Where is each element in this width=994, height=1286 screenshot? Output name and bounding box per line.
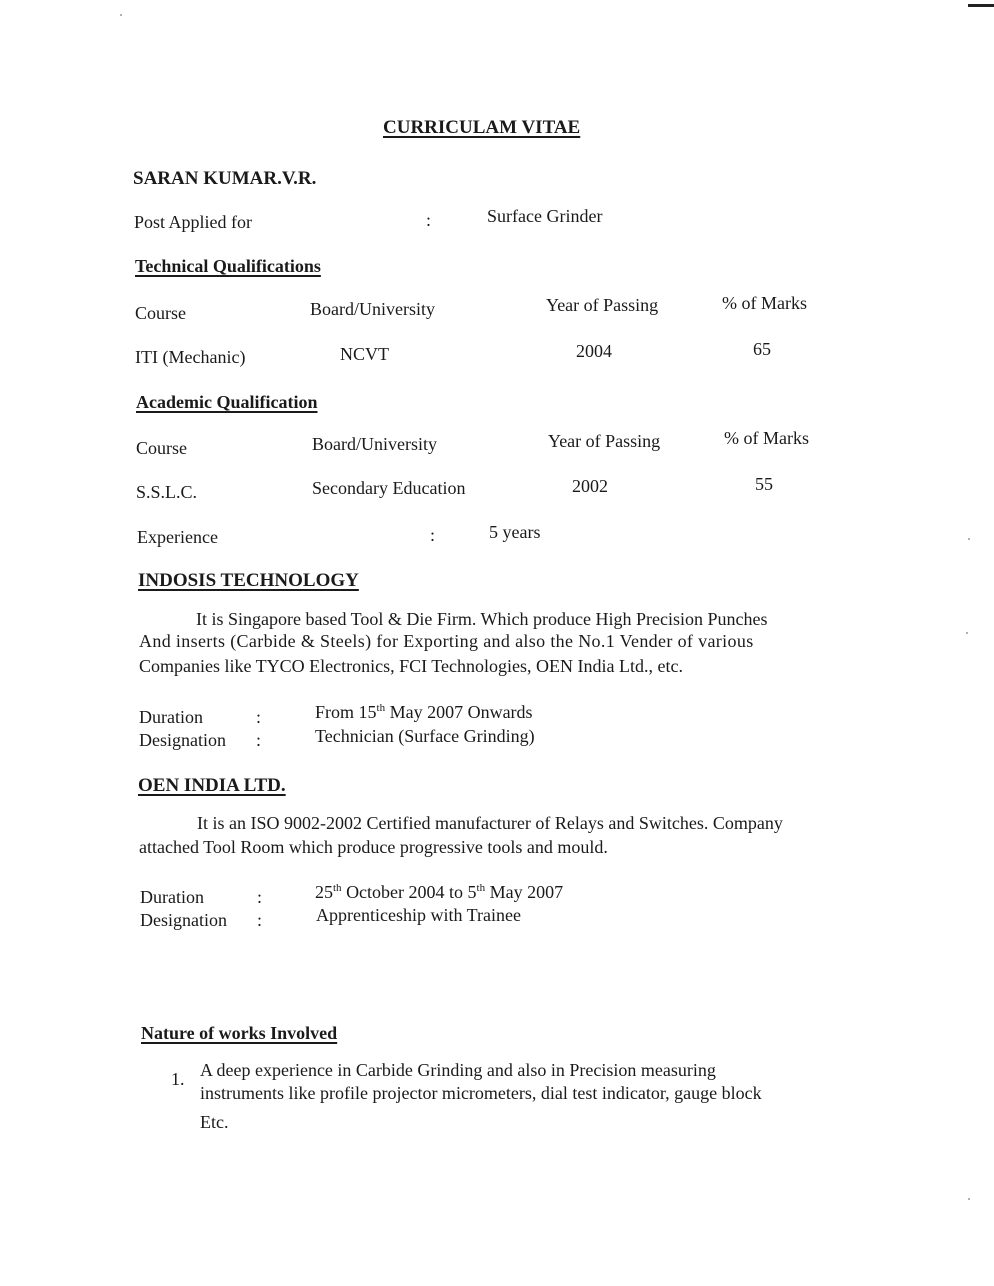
technical-header-board: Board/University — [310, 299, 435, 319]
indosis-duration-text: From 15 — [315, 702, 377, 722]
academic-cell-year: 2002 — [572, 476, 608, 496]
scan-speck — [966, 632, 968, 634]
technical-heading: Technical Qualifications — [135, 256, 321, 276]
oen-duration-label: Duration — [140, 887, 204, 907]
indosis-duration-label: Duration — [139, 707, 203, 727]
oen-duration-colon: : — [257, 887, 263, 907]
experience-colon: : — [430, 525, 436, 545]
post-label: Post Applied for — [134, 212, 253, 232]
scan-mark-top-right — [968, 4, 994, 7]
nature-item-line1: A deep experience in Carbide Grinding and also in Precision measuring — [200, 1060, 716, 1080]
experience-label: Experience — [137, 527, 218, 547]
oen-duration-text: 25 — [315, 882, 333, 902]
candidate-name: SARAN KUMAR.V.R. — [133, 168, 317, 189]
technical-cell-course: ITI (Mechanic) — [135, 347, 246, 367]
indosis-designation-colon: : — [256, 730, 262, 750]
academic-heading: Academic Qualification — [136, 392, 318, 412]
indosis-duration-value — [315, 703, 533, 721]
experience-value: 5 years — [489, 522, 541, 542]
indosis-heading: INDOSIS TECHNOLOGY — [138, 570, 359, 591]
scan-speck — [968, 538, 970, 540]
academic-header-course: Course — [136, 438, 187, 458]
technical-header-year: Year of Passing — [546, 295, 659, 315]
oen-desc-line1: It is an ISO 9002-2002 Certified manufacturer of Relays and Switches. Company — [197, 813, 783, 833]
post-colon: : — [426, 210, 432, 230]
technical-cell-marks: 65 — [753, 339, 771, 359]
oen-duration-text-mid: October 2004 to 5 — [341, 882, 477, 902]
post-value: Surface Grinder — [487, 206, 603, 226]
indosis-designation-value: Technician (Surface Grinding) — [315, 726, 535, 746]
oen-desc-line2: attached Tool Room which produce progressive tools and mould. — [139, 837, 608, 857]
oen-designation-label: Designation — [140, 910, 227, 930]
ordinal-suffix: th — [476, 882, 486, 894]
ordinal-suffix: th — [376, 702, 386, 714]
indosis-duration-text-rest: May 2007 Onwards — [385, 702, 533, 722]
technical-header-course: Course — [135, 303, 186, 323]
oen-designation-value: Apprenticeship with Trainee — [316, 905, 521, 925]
technical-cell-year: 2004 — [576, 341, 612, 361]
academic-header-year: Year of Passing — [548, 431, 661, 451]
nature-item-line3: Etc. — [200, 1112, 229, 1132]
nature-item-number: 1. — [171, 1069, 185, 1089]
page-title: CURRICULAM VITAE — [383, 117, 581, 138]
ordinal-suffix: th — [333, 882, 342, 894]
indosis-desc-line1: It is Singapore based Tool & Die Firm. Which produce High Precision Punches — [196, 609, 768, 629]
scan-speck — [968, 1198, 970, 1200]
oen-designation-colon: : — [257, 910, 263, 930]
academic-header-marks: % of Marks — [724, 428, 809, 448]
indosis-desc-line2: And inserts (Carbide & Steels) for Exporting and also the No.1 Vender of various — [139, 631, 754, 651]
academic-header-board: Board/University — [312, 434, 437, 454]
academic-cell-course: S.S.L.C. — [136, 482, 198, 502]
oen-duration-value — [315, 883, 563, 901]
indosis-desc-line3: Companies like TYCO Electronics, FCI Technologies, OEN India Ltd., etc. — [139, 656, 683, 676]
academic-cell-marks: 55 — [755, 474, 773, 494]
technical-cell-board: NCVT — [340, 344, 389, 364]
scan-speck — [120, 14, 122, 16]
indosis-designation-label: Designation — [139, 730, 226, 750]
indosis-duration-colon: : — [256, 707, 262, 727]
oen-duration-text-end: May 2007 — [485, 882, 564, 902]
academic-cell-board: Secondary Education — [312, 478, 466, 498]
nature-item-line2: instruments like profile projector micrometers, dial test indicator, gauge block — [200, 1083, 762, 1103]
nature-heading: Nature of works Involved — [141, 1023, 338, 1043]
technical-header-marks: % of Marks — [722, 293, 807, 313]
oen-heading: OEN INDIA LTD. — [138, 775, 286, 796]
